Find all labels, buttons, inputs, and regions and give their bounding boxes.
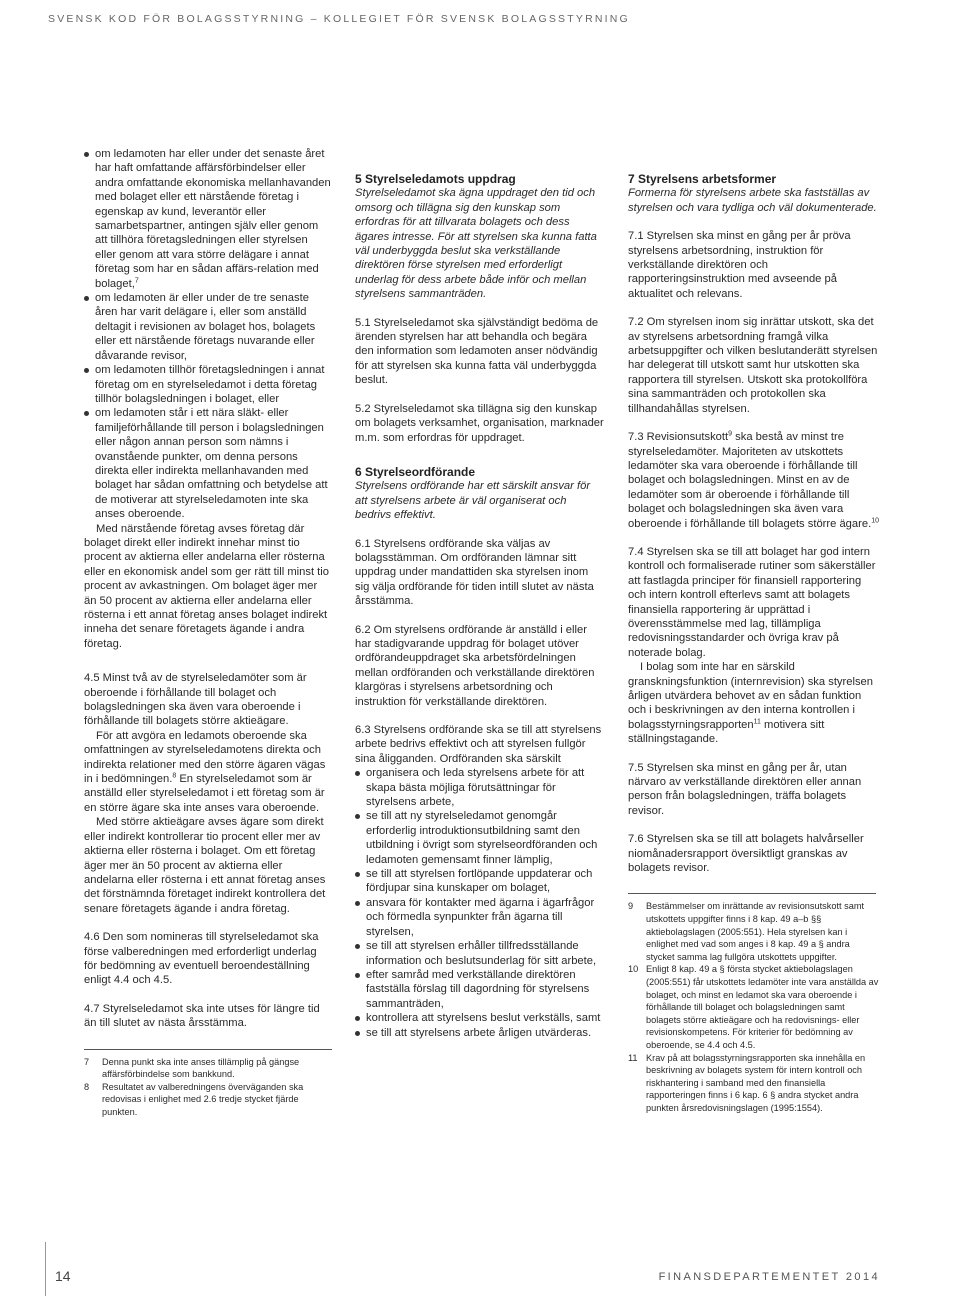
section-4-7: 4.7 Styrelseledamot ska inte utses för längre tid än till slutet av nästa årsstämma. (84, 1002, 320, 1030)
paragraph: Med större aktieägare avses ägare som direkt eller indirekt kontrollerar tio procent eller mer av aktierna eller rösterna i bolaget. Om ett företag äger mer än 50 procent av aktierna eller andelarna eller rösterna i ett annat företag anses det förstnämnda företaget indirekt kontrollera det senare företagets ägande i andra företag. (84, 816, 326, 915)
section-5-2: 5.2 Styrelseledamot ska tillägna sig den kunskap om bolagets verksamhet, organisation, marknader m.m. som erfordras för uppdraget. (355, 402, 604, 444)
section-7-5: 7.5 Styrelsen ska minst en gång per år, utan närvaro av verkställande direktören eller annan person från bolagsledningen, träffa bolagets revisor. (628, 761, 862, 817)
footnote-ref[interactable]: 10 (871, 516, 879, 524)
footnote-divider (84, 1049, 332, 1050)
section-6-3: 6.3 Styrelsens ordförande ska se till att styrelsens arbete bedrivs effektivt och att styrelsen fullgör sina åligganden. Ordföranden ska särskilt (355, 724, 602, 765)
list-item: organisera och leda styrelsens arbete för att skapa bästa möjliga förutsättningar för styrelsens arbete, (355, 766, 605, 809)
list-item: se till att styrelsen erhåller tillfredsställande information och beslutsunderlag för sitt arbete, (355, 939, 605, 968)
section-heading: 6 Styrelseordförande (355, 464, 476, 479)
footnote-ref[interactable]: 9 (728, 430, 733, 438)
section-7-3 (628, 430, 880, 531)
list-item: se till att ny styrelseledamot genomgår erforderlig introduktionsutbildning samt den utbildning i övrigt som styrelseordföranden och ledamoten gemensamt finner lämplig, (355, 809, 605, 867)
footnote (84, 1081, 331, 1119)
paragraph: Med närstående företag avses företag där bolaget direkt eller indirekt innehar minst tio procent av aktierna eller andelarna eller rösterna eller en ekonomisk andel som ger rätt till minst tio procent av avkastningen. Om bolaget äger mer än 50 procent av aktierna eller andelarna eller rösterna i ett annat företag anses bolaget indirekt inneha det senare företagets ägande i andra företag. (84, 522, 329, 650)
section-heading: 5 Styrelseledamots uppdrag (355, 172, 516, 186)
list-item: se till att styrelsen fortlöpande uppdaterar och fördjupar sina kunskaper om bolaget, (355, 867, 605, 896)
footnote-text: Bestämmelser om inrättande av revisionsutskott samt utskottets uppgifter finns i 8 kap. 49 a–b §§ aktiebolagslagen (2005:551). Hela styrelsen kan i enlighet med vad som anges i 8 kap. 49 a § andra stycket samma lag fullgöra utskottets uppgifter. (646, 901, 865, 962)
footnote-divider (628, 893, 876, 894)
footnote-number: 9 (628, 901, 634, 912)
section-6-2: 6.2 Om styrelsens ordförande är anställd i eller har stadigvarande uppdrag för bolaget utöver ordförandeuppdraget ska arbetsfördelningen mellan ordföranden och verkställande direktören klargöras i styrelsens arbetsordning och instruktion för verkställande direktören. (355, 623, 595, 708)
list-item: om ledamoten tillhör företagsledningen i annat företag om en styrelseledamot i detta företag tillhör bolagsledningen i bolaget, eller (84, 363, 331, 406)
list-item (84, 147, 331, 291)
paragraph-text: 7.3 Revisionsutskott (628, 431, 729, 444)
footnote (628, 963, 880, 1051)
section-7-4: 7.4 Styrelsen ska se till att bolaget har god intern kontroll och formaliserade rutiner som säkerställer att fastlagda principer för finansiell rapportering och intern kontroll efterlevs samt att bolagets finansiella rapportering är upprättad i överensstämmelse med lag, tillämpliga redovisningsstandarder och övriga krav på noterade bolag. (628, 545, 876, 659)
list-item: om ledamoten är eller under de tre senaste åren har varit delägare i, eller som anställd deltagit i revisionen av bolaget hos, bolagets eller ett närstående företags nuvarande eller dåvarande revisor, (84, 291, 331, 363)
paragraph-text: motivera sitt ställningstagande. (628, 718, 825, 746)
publisher-footer: FINANSDEPARTEMENTET 2014 (658, 1271, 880, 1283)
paragraph-text: ska bestå av minst tre styrelseledamöter. Majoriteten av utskottets ledamöter ska vara oberoende i förhållande till bolaget och bolagsledningen. Minst en av de ledamöter som är oberoende i förhållande till bolaget och bolagsledningen ska även vara oberoende i förhållande till bolagets större ägare. (628, 431, 872, 530)
footnote-ref[interactable]: 7 (134, 276, 139, 284)
column-left (84, 147, 331, 1119)
footnote (628, 1052, 880, 1115)
footnote-ref[interactable]: 8 (172, 772, 177, 780)
column-right (628, 172, 880, 1115)
running-header: SVENSK KOD FÖR BOLAGSSTYRNING – KOLLEGIET FÖR SVENSK BOLAGSSTYRNING (48, 13, 630, 25)
section-intro: Formerna för styrelsens arbete ska fastställas av styrelsen och vara tydliga och väl dokumenterade. (628, 187, 877, 214)
paragraph-text: En styrelseledamot som är anställd eller styrelseledamot i ett företag som är en större ägare ska inte anses vara oberoende. (84, 773, 325, 814)
footnote (84, 1056, 331, 1081)
footnote-text: Enligt 8 kap. 49 a § första stycket aktiebolagslagen (2005:551) får utskottets ledamöter inte vara anställda av bolaget, och minst en ledamot ska vara oberoende i förhållande till bolaget och bolagsledningen samt bolagets större aktieägare och ha redovisnings- eller revisionskompetens. För kriterier för bedömning av oberoende, se 4.4 och 4.5. (646, 964, 879, 1050)
section-heading: 7 Styrelsens arbetsformer (628, 172, 777, 186)
column-middle (355, 172, 605, 1040)
paragraph-text: För att avgöra en ledamots oberoende ska omfattningen av styrelseledamotens direkta och indirekta relationer med den större ägaren vägas in i bedömningen. (84, 729, 326, 786)
footer-divider (45, 1242, 46, 1296)
section-intro: Styrelseledamot ska ägna uppdraget den tid och omsorg och tillägna sig den kunskap som erfordras för att tillvarata bolagets och dess ägares intresse. För att styrelsen ska kunna fatta väl underbyggda beslut ska verkställande direktören förse styrelsen med erforderligt underlag för dess arbete både inför och mellan styrelsens sammanträden. (355, 187, 597, 301)
list-item-text: om ledamoten har eller under det senaste året har haft omfattande affärsförbindelser eller andra omfattande ekonomiska mellanhavanden med bolaget eller ett närstående företag i egenskap av kund, leverantör eller samarbetspartner, antingen själv eller genom att tillhöra företagsledningen eller styrelsen eller genom att vara större delägare i annat företag som har en sådan affärs-relation med bolaget, (95, 148, 331, 290)
section-intro: Styrelsens ordförande har ett särskilt ansvar för att styrelsens arbete är väl organiserat och bedrivs effektivt. (355, 480, 591, 522)
list-item: se till att styrelsens arbete årligen utvärderas. (355, 1026, 605, 1040)
section-7-2: 7.2 Om styrelsen inom sig inrättar utskott, ska det av styrelsens arbetsordning framgå vilka arbetsuppgifter och vilken beslutanderätt styrelsen har delegerat till utskott samt hur utskotten ska rapportera till styrelsen. Utskott ska protokollföra sina sammanträden och protokollen ska tillhandahållas styrelsen. (628, 316, 878, 415)
section-7-1: 7.1 Styrelsen ska minst en gång per år pröva styrelsens arbetsordning, instruktion för verkställande direktören och rapporteringsinstruktion med avseende på aktualitet och relevans. (628, 230, 851, 300)
section-6-1: 6.1 Styrelsens ordförande ska väljas av bolagsstämman. Om ordföranden lämnar sitt uppdrag under mandattiden ska styrelsen inom sig välja ordförande för tiden intill slutet av nästa årsstämma. (355, 537, 594, 608)
footnote (628, 900, 880, 963)
footnote-text: Krav på att bolagsstyrningsrapporten ska innehålla en beskrivning av bolagets system för intern kontroll och riskhantering i samband med den finansiella rapporteringen finns i 6 kap. 6 § andra stycket andra punkten årsredovisningslagen (1995:1554). (646, 1052, 866, 1113)
list-item: kontrollera att styrelsens beslut verkställs, samt (355, 1011, 605, 1025)
section-4-6: 4.6 Den som nomineras till styrelseledamot ska förse valberedningen med erforderligt underlag för bedömning av eventuell beroendeställning enligt 4.4 och 4.5. (84, 931, 319, 987)
footnote-number: 8 (84, 1081, 90, 1092)
list-item: om ledamoten står i ett nära släkt- eller familjeförhållande till person i bolagsledningen eller någon annan person som nämns i ovanstående punkter, om denna persons direkta eller indirekta mellanhavanden med bolaget har sådan omfattning och betydelse att de motiverar att styrelseledamoten inte ska anses oberoende. (84, 406, 331, 521)
paragraph-text: I bolag som inte har en särskild granskningsfunktion (internrevision) ska styrelsen årligen utvärdera behovet av en sådan funktion och i beskrivningen av den interna kontrollen i bolagsstyrningsrapporten (628, 661, 873, 731)
footnote-number: 10 (628, 964, 639, 975)
footnote-text: Resultatet av valberedningens överväganden ska redovisas i enlighet med 2.6 tredje stycket fjärde punkten. (102, 1081, 304, 1117)
list-item: ansvara för kontakter med ägarna i ägarfrågor och förmedla synpunkter från ägarna till styrelsen, (355, 896, 605, 939)
page-number: 14 (55, 1268, 71, 1284)
paragraph (628, 660, 880, 746)
section-4-5: 4.5 Minst två av de styrelseledamöter som är oberoende i förhållande till bolaget och bolagsledningen ska även vara oberoende i förhållande till bolagets större aktieägare. (84, 672, 307, 728)
footnote-number: 7 (84, 1056, 90, 1067)
paragraph (84, 729, 331, 815)
footnote-number: 11 (628, 1052, 638, 1063)
footnote-text: Denna punkt ska inte anses tillämplig på gängse affärsförbindelse som bankkund. (102, 1056, 300, 1080)
footnote-ref[interactable]: 11 (753, 718, 761, 726)
list-item: efter samråd med verkställande direktören fastställa förslag till dagordning för styrelsens sammanträden, (355, 968, 605, 1011)
section-7-6: 7.6 Styrelsen ska se till att bolagets halvårseller niomånadersrapport översiktligt granskas av bolagets revisor. (628, 833, 864, 875)
section-5-1: 5.1 Styrelseledamot ska självständigt bedöma de ärenden styrelsen har att behandla och begära den information som ledamoten anser nödvändig för att styrelsen ska kunna fatta väl underbyggda beslut. (355, 316, 599, 387)
